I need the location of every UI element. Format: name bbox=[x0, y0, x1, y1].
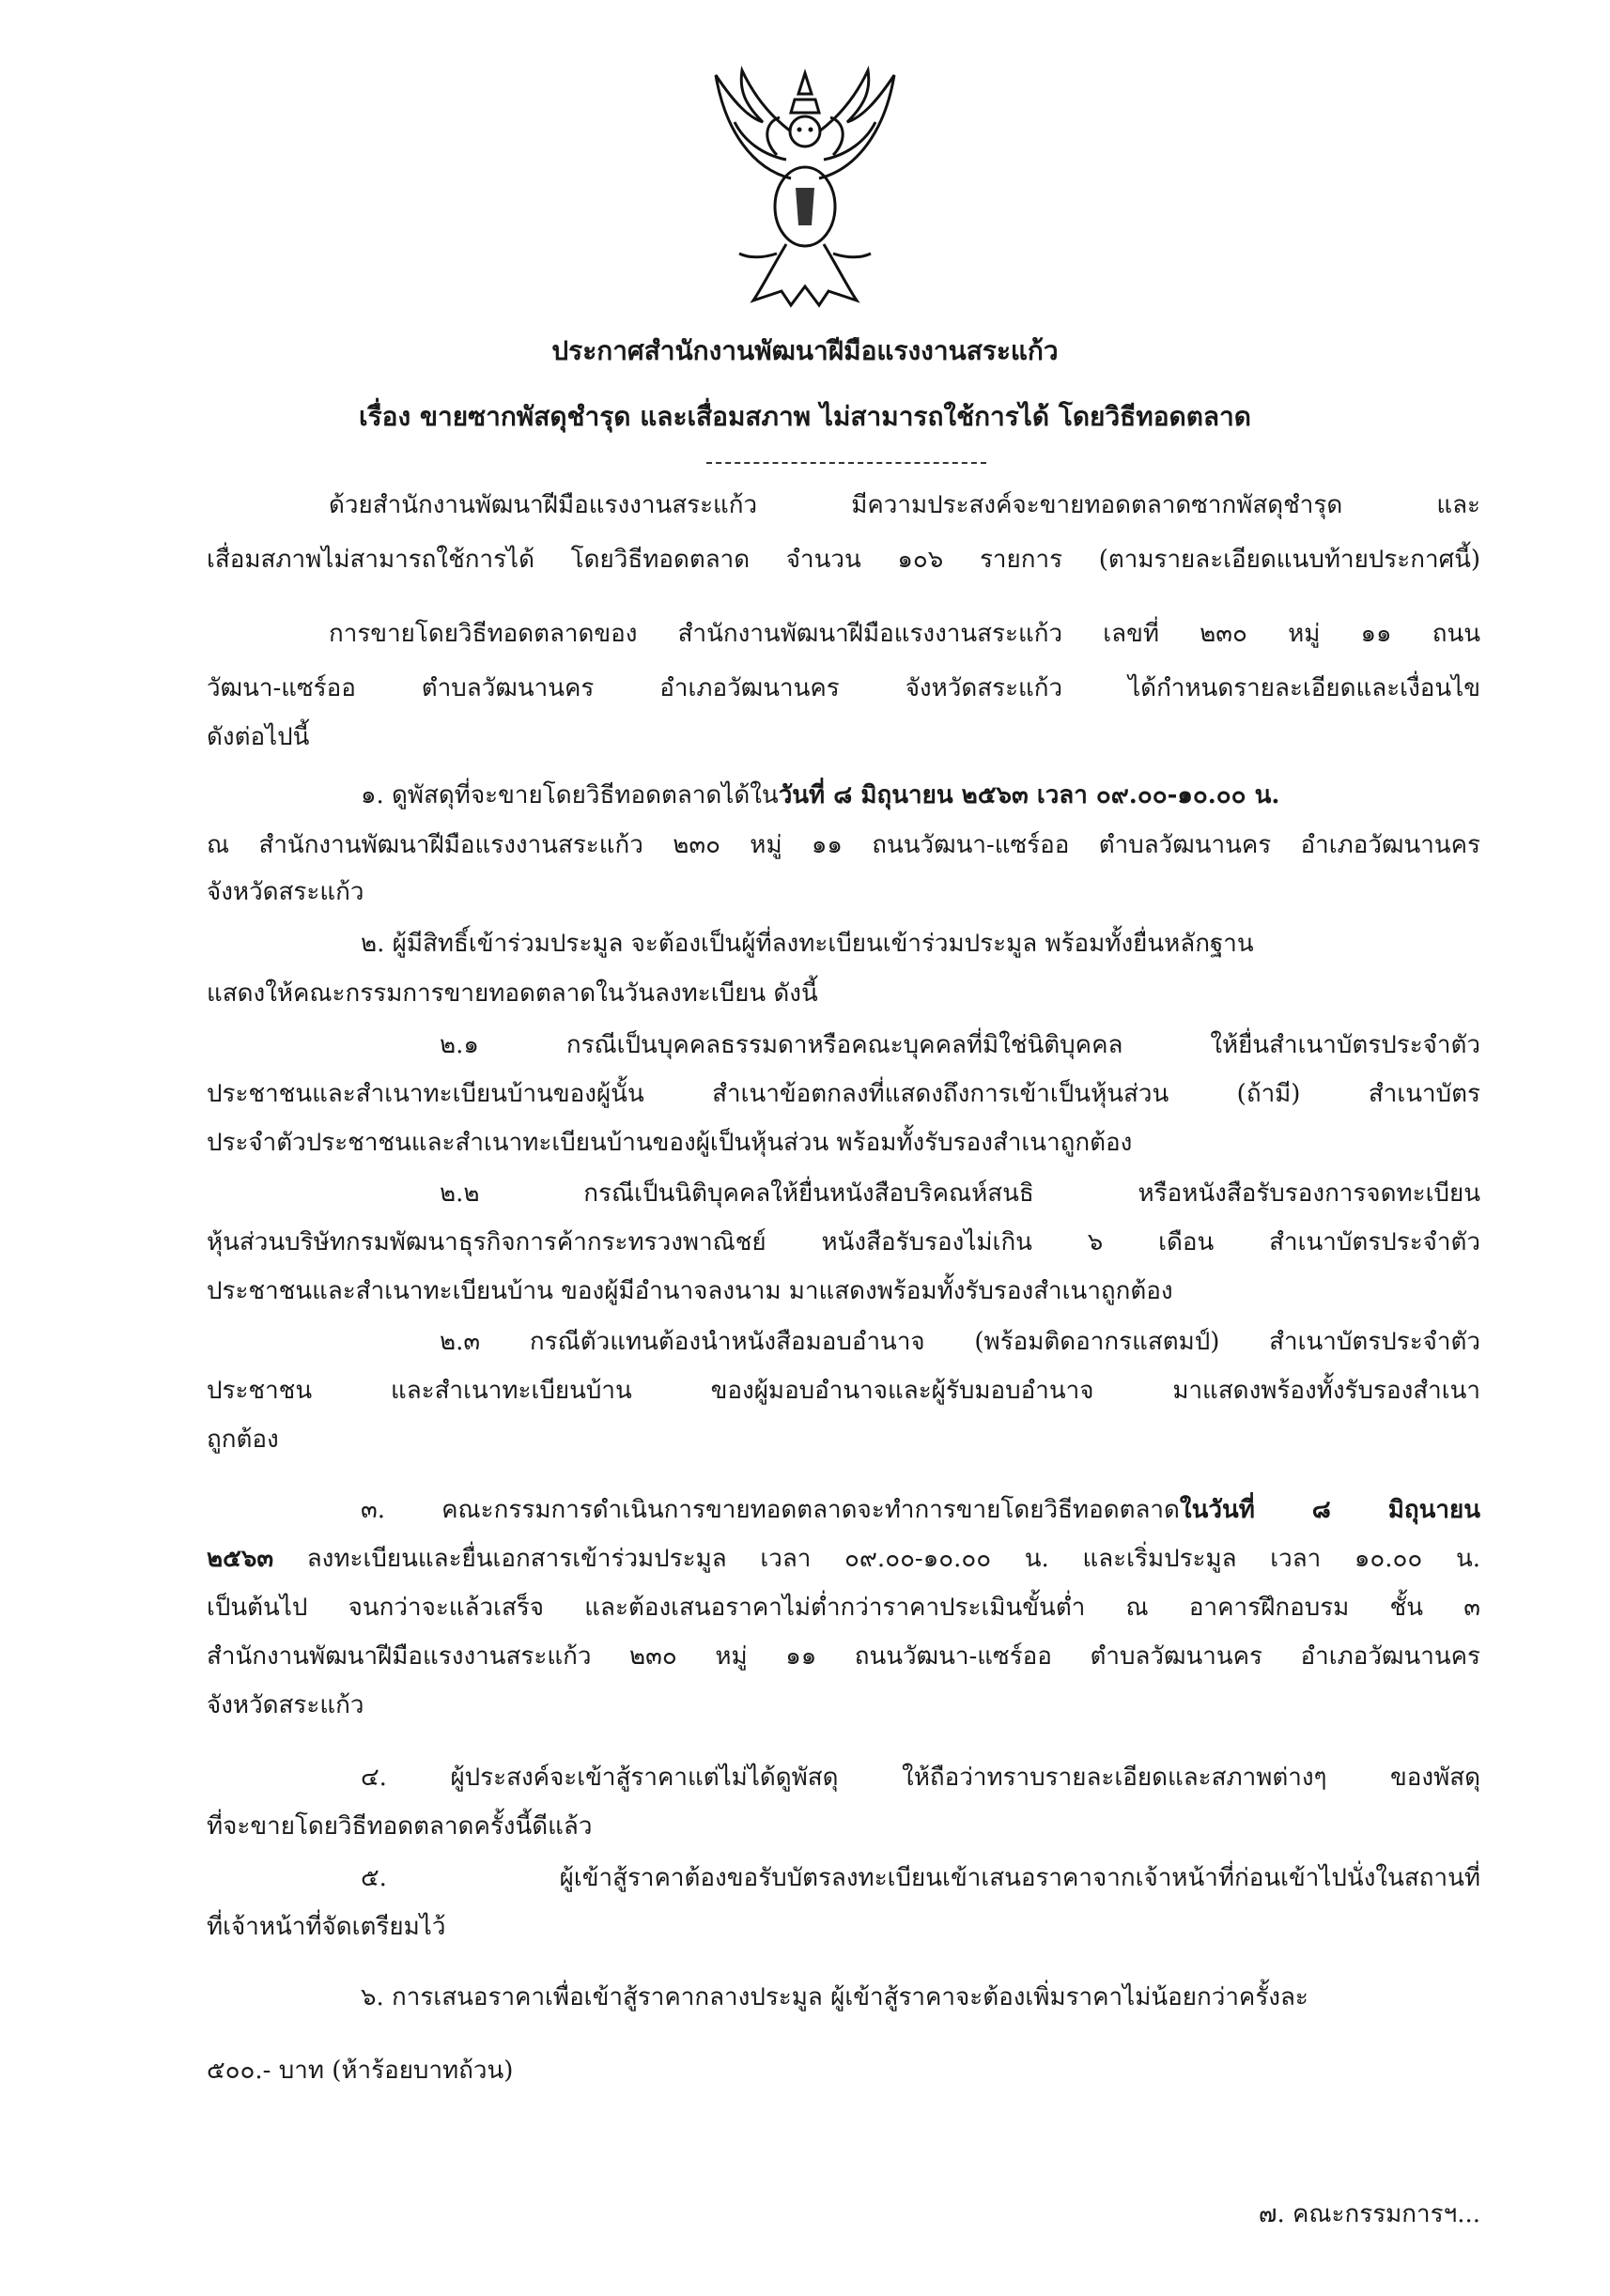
item-2-line-1: ๒. ผู้มีสิทธิ์เข้าร่วมประมูล จะต้องเป็นผู้ที่ลงทะเบียนเข้าร่วมประมูล พร้อมทั้งยื่นหลักฐาน bbox=[361, 930, 1254, 958]
page-continuation: ๗. คณะกรรมการฯ... bbox=[1258, 2200, 1480, 2228]
item-2-2-line-1: ๒.๒ กรณีเป็นนิติบุคคลให้ยื่นหนังสือบริคณห์สนธิ หรือหนังสือรับรองการจดทะเบียน bbox=[440, 1179, 1480, 1208]
announcement-subject: เรื่อง ขายซากพัสดุชำรุด และเสื่อมสภาพ ไม่สามารถใช้การได้ โดยวิธีทอดตลาด bbox=[359, 401, 1251, 432]
title-divider bbox=[706, 462, 986, 464]
item-1-line-1 bbox=[361, 777, 1279, 814]
item-4-line-2: ที่จะขายโดยวิธีทอดตลาดครั้งนี้ดีแล้ว bbox=[207, 1812, 593, 1841]
item-5-line-1: ๕. ผู้เข้าสู้ราคาต้องขอรับบัตรลงทะเบียนเข้าเสนอราคาจากเจ้าหน้าที่ก่อนเข้าไปนั่งในสถานที่ bbox=[361, 1864, 1480, 1892]
item-2-3-line-2: ประชาชน และสำเนาทะเบียนบ้าน ของผู้มอบอำนาจและผู้รับมอบอำนาจ มาแสดงพร้องทั้งรับรองสำเนา bbox=[207, 1377, 1480, 1405]
item-2-1-line-2: ประชาชนและสำเนาทะเบียนบ้านของผู้นั้น สำเนาข้อตกลงที่แสดงถึงการเข้าเป็นหุ้นส่วน (ถ้ามี) สำเนาบัตร bbox=[207, 1080, 1480, 1108]
item-3-line-3: เป็นต้นไป จนกว่าจะแล้วเสร็จ และต้องเสนอราคาไม่ต่ำกว่าราคาประเมินขั้นต่ำ ณ อาคารฝึกอบรม ชั้น ๓ bbox=[207, 1594, 1480, 1622]
item-1-date: วันที่ ๘ มิถุนายน ๒๕๖๓ เวลา ๐๙.๐๐-๑๐.๐๐ น. bbox=[778, 781, 1280, 809]
sale-intro-line-1: การขายโดยวิธีทอดตลาดของ สำนักงานพัฒนาฝีมือแรงงานสระแก้ว เลขที่ ๒๓๐ หมู่ ๑๑ ถนน bbox=[329, 620, 1480, 648]
intro-line-2: เสื่อมสภาพไม่สามารถใช้การได้ โดยวิธีทอดตลาด จำนวน ๑๐๖ รายการ (ตามรายละเอียดแนบท้ายประกาศนี้) bbox=[207, 546, 1480, 574]
item-3-line-5: จังหวัดสระแก้ว bbox=[207, 1691, 364, 1719]
item-2-1-line-1: ๒.๑ กรณีเป็นบุคคลธรรมดาหรือคณะบุคคลที่มิใช่นิติบุคคล ให้ยื่นสำเนาบัตรประจำตัว bbox=[440, 1031, 1480, 1059]
item-3-year: ๒๕๖๓ bbox=[207, 1545, 274, 1573]
item-3-line-4: สำนักงานพัฒนาฝีมือแรงงานสระแก้ว ๒๓๐ หมู่ ๑๑ ถนนวัฒนา-แซร์ออ ตำบลวัฒนานคร อำเภอวัฒนานคร bbox=[207, 1642, 1480, 1671]
item-1-line-3: จังหวัดสระแก้ว bbox=[207, 878, 364, 906]
item-1-text: ๑. ดูพัสดุที่จะขายโดยวิธีทอดตลาดได้ใน bbox=[361, 781, 779, 809]
sale-intro-line-3: ดังต่อไปนี้ bbox=[207, 723, 310, 751]
item-2-3-line-3: ถูกต้อง bbox=[207, 1425, 279, 1454]
item-1-line-2: ณ สำนักงานพัฒนาฝีมือแรงงานสระแก้ว ๒๓๐ หมู่ ๑๑ ถนนวัฒนา-แซร์ออ ตำบลวัฒนานคร อำเภอวัฒนานคร bbox=[207, 831, 1480, 859]
item-6-line-1: ๖. การเสนอราคาเพื่อเข้าสู้ราคากลางประมูล ผู้เข้าสู้ราคาจะต้องเพิ่มราคาไม่น้อยกว่าครั้งละ bbox=[361, 1983, 1308, 2011]
item-6-line-2: ๕๐๐.- บาท (ห้าร้อยบาทถ้วน) bbox=[207, 2057, 514, 2085]
item-3-line-1 bbox=[361, 1491, 1480, 1529]
item-2-2-line-2: หุ้นส่วนบริษัทกรมพัฒนาธุรกิจการค้ากระทรวงพาณิชย์ หนังสือรับรองไม่เกิน ๖ เดือน สำเนาบัตรประจำตัว bbox=[207, 1228, 1480, 1256]
item-3-line-2 bbox=[207, 1540, 1480, 1578]
item-2-line-2: แสดงให้คณะกรรมการขายทอดตลาดในวันลงทะเบียน ดังนี้ bbox=[207, 979, 818, 1008]
item-3-text: ๓. คณะกรรมการดำเนินการขายทอดตลาดจะทำการขายโดยวิธีทอดตลาด bbox=[361, 1496, 1180, 1524]
garuda-emblem-icon bbox=[697, 66, 913, 310]
item-3-date: ในวันที่ ๘ มิถุนายน bbox=[1179, 1496, 1480, 1524]
item-2-2-line-3: ประชาชนและสำเนาทะเบียนบ้าน ของผู้มีอำนาจลงนาม มาแสดงพร้อมทั้งรับรองสำเนาถูกต้อง bbox=[207, 1277, 1173, 1305]
item-5-line-2: ที่เจ้าหน้าที่จัดเตรียมไว้ bbox=[207, 1913, 446, 1941]
item-3-schedule: ลงทะเบียนและยื่นเอกสารเข้าร่วมประมูล เวลา ๐๙.๐๐-๑๐.๐๐ น. และเริ่มประมูล เวลา ๑๐.๐๐ น. bbox=[273, 1545, 1480, 1573]
intro-line-1: ด้วยสำนักงานพัฒนาฝีมือแรงงานสระแก้ว มีความประสงค์จะขายทอดตลาดซากพัสดุชำรุด และ bbox=[329, 491, 1480, 519]
sale-intro-line-2: วัฒนา-แซร์ออ ตำบลวัฒนานคร อำเภอวัฒนานคร จังหวัดสระแก้ว ได้กำหนดรายละเอียดและเงื่อนไข bbox=[207, 674, 1480, 702]
item-2-3-line-1: ๒.๓ กรณีตัวแทนต้องนำหนังสือมอบอำนาจ (พร้อมติดอากรแสตมป์) สำเนาบัตรประจำตัว bbox=[440, 1328, 1480, 1356]
announcement-title: ประกาศสำนักงานพัฒนาฝีมือแรงงานสระแก้ว bbox=[551, 335, 1059, 366]
item-2-1-line-3: ประจำตัวประชาชนและสำเนาทะเบียนบ้านของผู้เป็นหุ้นส่วน พร้อมทั้งรับรองสำเนาถูกต้อง bbox=[207, 1129, 1133, 1157]
item-4-line-1: ๔. ผู้ประสงค์จะเข้าสู้ราคาแต่ไม่ได้ดูพัสดุ ให้ถือว่าทราบรายละเอียดและสภาพต่างๆ ของพัสดุ bbox=[361, 1764, 1480, 1792]
